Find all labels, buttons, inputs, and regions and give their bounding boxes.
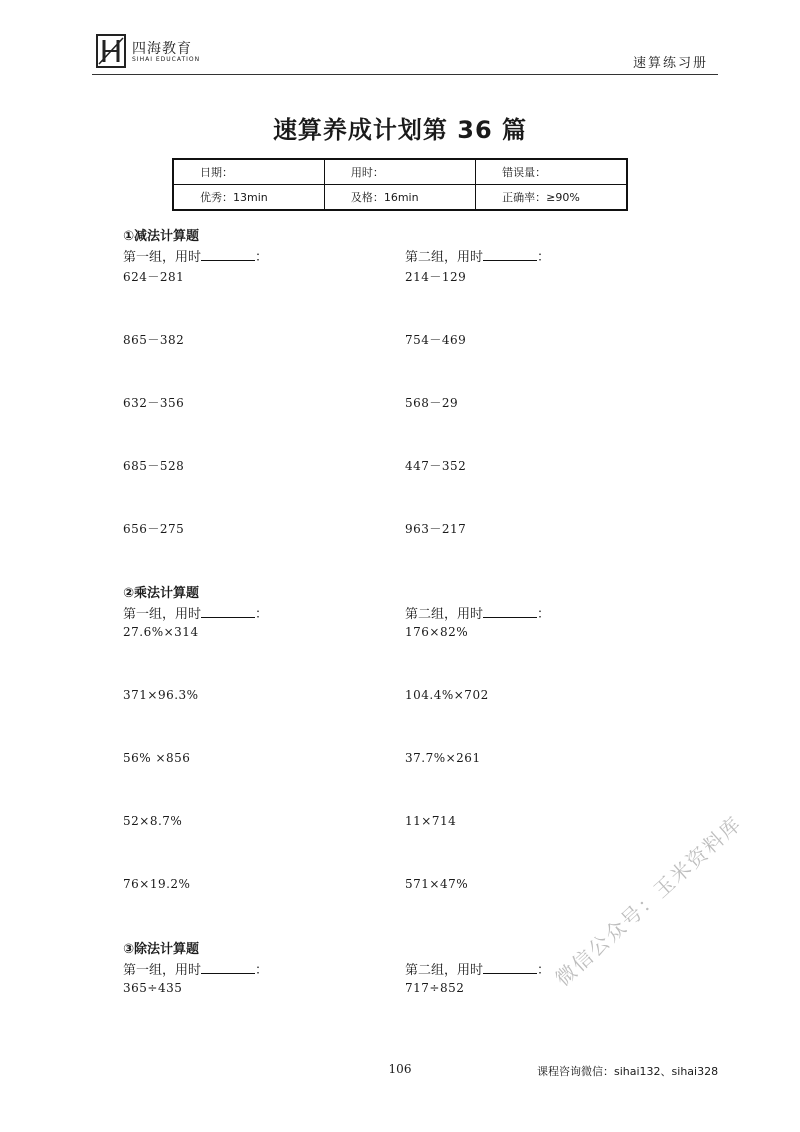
section-title: ②乘法计算题 [123,586,200,601]
page-number: 106 [388,1062,412,1076]
problem: 27.6%×314 [123,625,199,639]
problem: 37.7%×261 [405,751,481,765]
brand-name-english: SIHAI EDUCATION [132,56,201,63]
problem: 963－217 [405,522,467,536]
watermark: 微信公众号：玉米资料库 [550,811,747,991]
problem: 717÷852 [405,981,465,995]
problem: 76×19.2% [123,877,191,891]
error-count-field[interactable]: 错误量： [476,159,627,185]
time-used-field[interactable]: 用时： [324,159,475,185]
header-divider [92,74,718,75]
group-2-header [405,603,550,622]
excellent-time: 优秀：13min [173,185,324,211]
group-1-header [123,603,268,622]
pass-time: 及格：16min [324,185,475,211]
time-blank[interactable] [483,605,537,618]
time-blank[interactable] [483,248,537,261]
colon: ： [255,250,269,265]
group-label: 第一组，用时 [123,250,202,265]
group-2-header [405,959,550,978]
section-title: ③除法计算题 [123,942,200,957]
group-label: 第二组，用时 [405,963,484,978]
colon: ： [537,607,551,622]
problem: 624－281 [123,270,185,284]
time-blank[interactable] [201,605,255,618]
group-1-header [123,246,268,265]
problem: 214－129 [405,270,467,284]
time-blank[interactable] [483,961,537,974]
problem: 656－275 [123,522,185,536]
problem: 52×8.7% [123,814,183,828]
group-2-header [405,246,550,265]
info-table [172,158,628,211]
time-blank[interactable] [201,961,255,974]
group-label: 第二组，用时 [405,250,484,265]
date-field[interactable]: 日期： [173,159,324,185]
problem: 371×96.3% [123,688,199,702]
problem: 571×47% [405,877,469,891]
accuracy-target: 正确率：≥90% [476,185,627,211]
problem: 685－528 [123,459,185,473]
group-label: 第一组，用时 [123,963,202,978]
problem: 11×714 [405,814,457,828]
problem: 754－469 [405,333,467,347]
problem: 865－382 [123,333,185,347]
problem: 632－356 [123,396,185,410]
problem: 176×82% [405,625,469,639]
colon: ： [537,963,551,978]
brand-name: 四海教育 [132,41,192,57]
section-title: ①减法计算题 [123,229,200,244]
colon: ： [537,250,551,265]
sihai-logo-icon [96,34,126,68]
colon: ： [255,963,269,978]
time-blank[interactable] [201,248,255,261]
book-title: 速算练习册 [632,56,708,71]
problem: 447－352 [405,459,467,473]
problem: 104.4%×702 [405,688,489,702]
page-title: 速算养成计划第 36 篇 [272,116,528,144]
group-label: 第二组，用时 [405,607,484,622]
colon: ： [255,607,269,622]
contact-info: 课程咨询微信：sihai132、sihai328 [537,1065,719,1078]
problem: 365÷435 [123,981,183,995]
problem: 568－29 [405,396,459,410]
group-1-header [123,959,268,978]
group-label: 第一组，用时 [123,607,202,622]
problem: 56% ×856 [123,751,191,765]
